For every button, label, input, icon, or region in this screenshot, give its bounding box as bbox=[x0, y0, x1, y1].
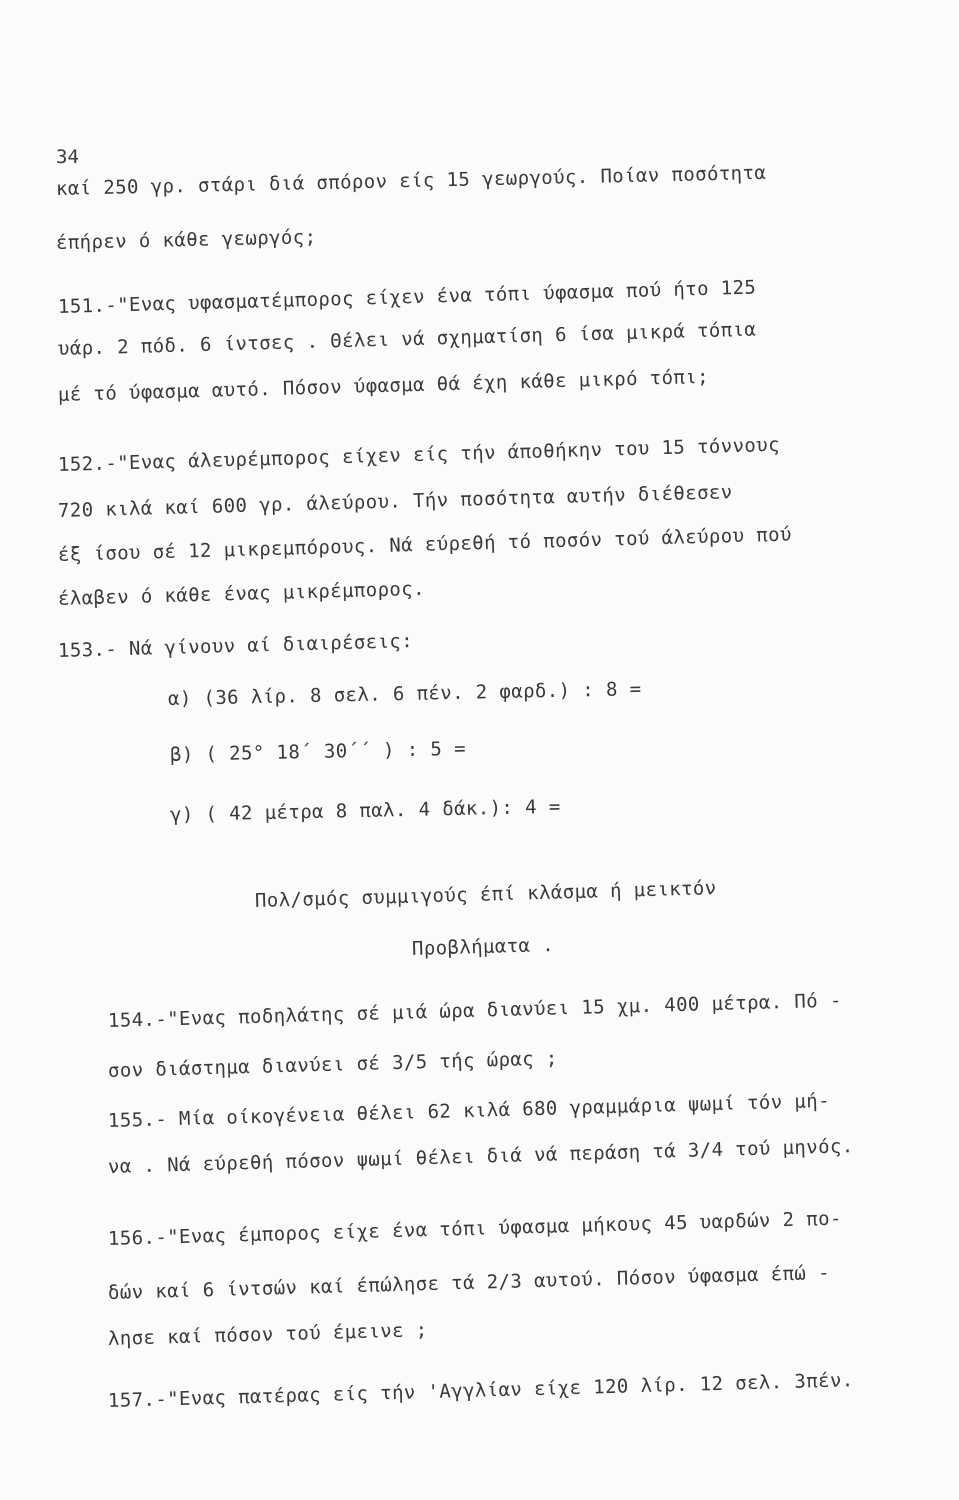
section-heading: Πολ/σμός συμμιγούς έπί κλάσμα ή μεικτόν bbox=[254, 877, 717, 912]
problem-151-line-1: 151.-"Ενας υφασματέμπορος είχεν ένα τόπι ύφασμα πού ήτο 125 bbox=[57, 276, 757, 318]
problem-151-line-3: μέ τό ύφασμα αυτό. Πόσον ύφασμα θά έχη κάθε μικρό τόπι; bbox=[57, 365, 710, 406]
problem-153-c: γ) ( 42 μέτρα 8 παλ. 4 δάκ.): 4 = bbox=[169, 795, 561, 826]
problem-150-line-1: καί 250 γρ. στάρι διά σπόρον είς 15 γεωργούς. Ποίαν ποσότητα bbox=[55, 161, 767, 200]
problem-153-title: 153.- Νά γίνουν αί διαιρέσεις: bbox=[57, 630, 414, 662]
problem-155-line-1: 155.- Μία οίκογένεια θέλει 62 κιλά 680 γραμμάρια ψωμί τόν μή- bbox=[107, 1089, 831, 1132]
problem-155-line-2: να . Νά εύρεθή πόσον ψωμί θέλει διά νά περάση τά 3/4 τού μηνός. bbox=[107, 1135, 854, 1178]
problem-150-line-2: έπήρεν ό κάθε γεωργός; bbox=[55, 226, 317, 254]
problem-152-line-1: 152.-"Ενας άλευρέμπορος είχεν είς τήν άποθήκην του 15 τόννους bbox=[57, 433, 781, 476]
section-subheading: Προβλήματα . bbox=[411, 934, 555, 960]
problem-156-line-3: λησε καί πόσον τού έμεινε ; bbox=[107, 1319, 428, 1350]
problem-154-line-1: 154.-"Ενας ποδηλάτης σέ μιά ώρα διανύει 15 χμ. 400 μέτρα. Πό - bbox=[107, 989, 843, 1032]
problem-152-line-3: έξ ίσου σέ 12 μικρεμπόρους. Νά εύρεθή τό ποσόν τού άλεύρου πού bbox=[57, 523, 793, 566]
page-number: 34 bbox=[56, 146, 79, 168]
problem-152-line-2: 720 κιλά καί 600 γρ. άλεύρου. Τήν ποσότητα αυτήν διέθεσεν bbox=[57, 481, 733, 522]
problem-153-a: α) (36 λίρ. 8 σελ. 6 πέν. 2 φαρδ.) : 8 = bbox=[167, 678, 642, 710]
problem-157-line-1: 157.-"Ενας πατέρας είς τήν 'Αγγλίαν είχε 120 λίρ. 12 σελ. 3πέν. bbox=[107, 1369, 854, 1412]
problem-156-line-1: 156.-"Ενας έμπορος είχε ένα τόπι ύφασμα μήκους 45 υαρδών 2 πο- bbox=[107, 1207, 843, 1250]
problem-153-b: β) ( 25° 18΄ 30΄΄ ) : 5 = bbox=[169, 737, 467, 766]
problem-151-line-2: υάρ. 2 πόδ. 6 ίντσες . Θέλει νά σχηματίση 6 ίσα μικρά τόπια bbox=[57, 318, 757, 360]
problem-154-line-2: σον διάστημα διανύει σέ 3/5 τής ώρας ; bbox=[107, 1047, 559, 1082]
problem-156-line-2: δών καί 6 ίντσών καί έπώλησε τά 2/3 αυτού. Πόσον ύφασμα έπώ - bbox=[107, 1261, 831, 1304]
problem-152-line-4: έλαβεν ό κάθε ένας μικρέμπορος. bbox=[57, 577, 426, 610]
